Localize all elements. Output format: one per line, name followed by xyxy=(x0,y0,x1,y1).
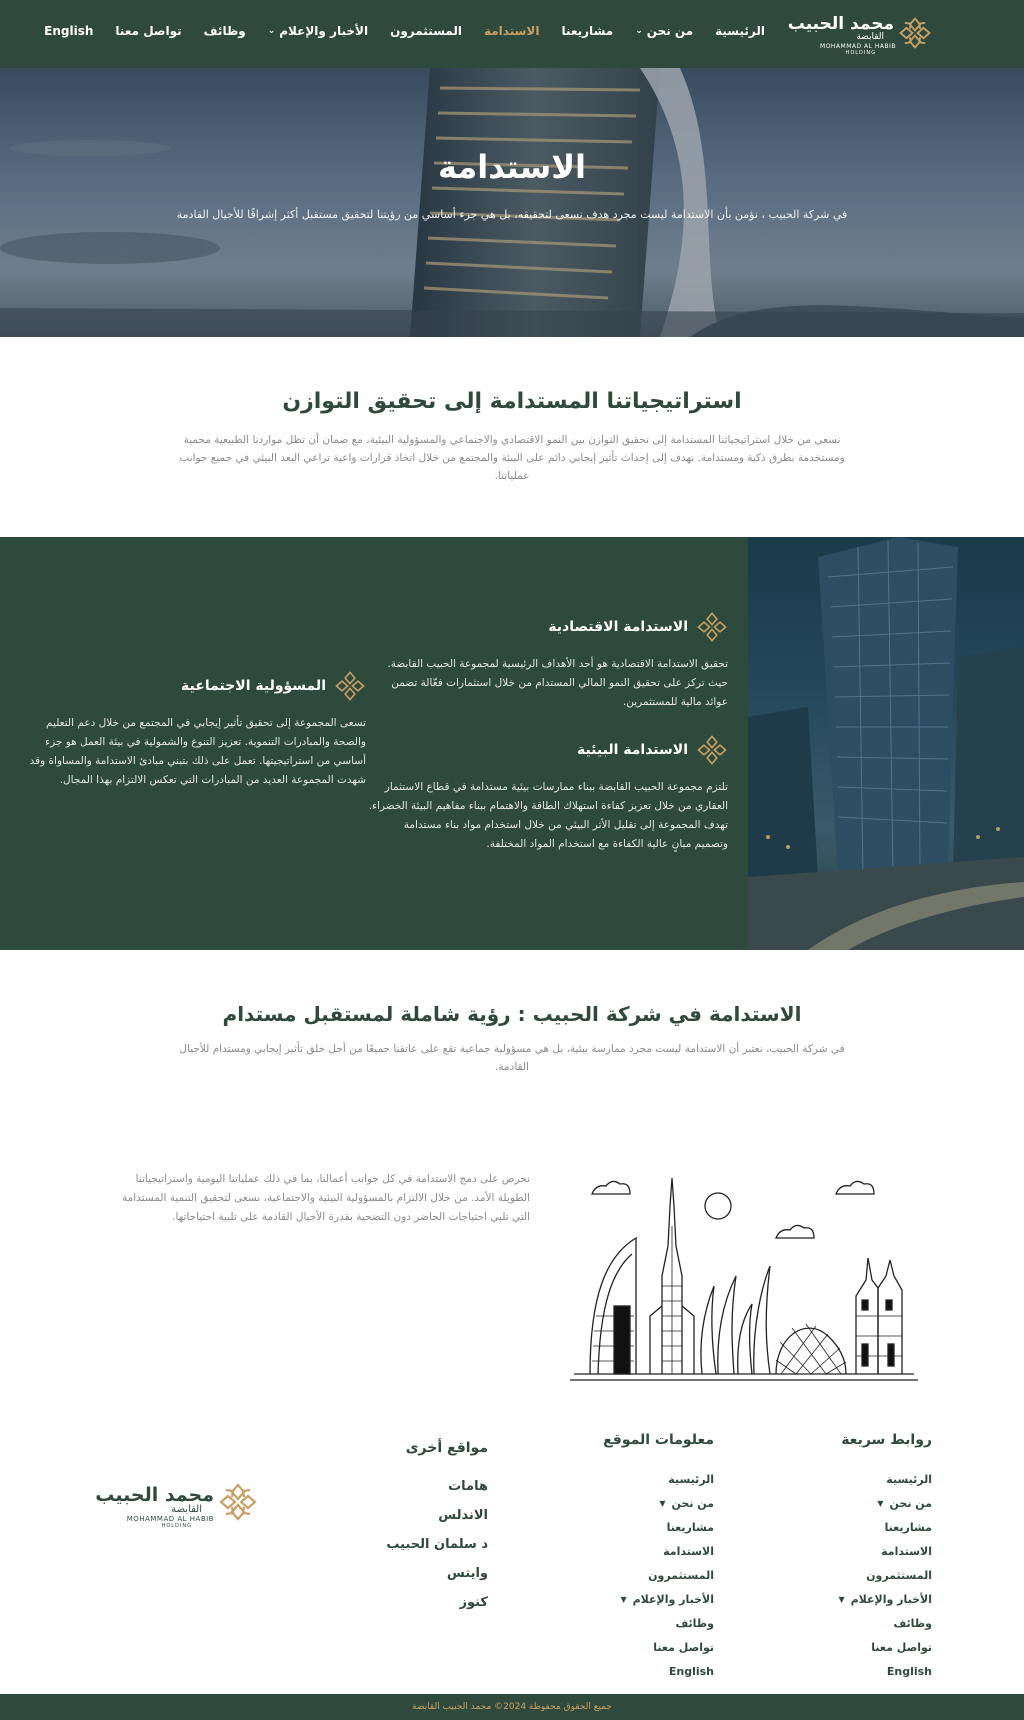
footer-link-label: تواصل معنا xyxy=(653,1641,714,1654)
footer-link[interactable] xyxy=(838,1660,932,1684)
nav-label: الرئيسية xyxy=(715,24,765,38)
pillar-header xyxy=(368,734,728,766)
footer-link[interactable] xyxy=(386,1530,488,1559)
nav-label: الأخبار والإعلام xyxy=(279,24,369,38)
hero-banner xyxy=(0,68,1024,337)
footer-link-label: الاستدامة xyxy=(881,1545,932,1558)
caret-down-icon: ▼ xyxy=(877,1499,884,1508)
footer-column-title: روابط سريعة xyxy=(841,1432,932,1448)
footer-column-title: معلومات الموقع xyxy=(603,1432,714,1448)
pillar-title: الاستدامة الاقتصادية xyxy=(548,619,688,635)
footer-link-label: مشاريعنا xyxy=(666,1521,714,1534)
brand-name-ar: محمد الحبيب xyxy=(787,14,894,34)
caret-down-icon: ▼ xyxy=(659,1499,666,1508)
vision-body: نحرص على دمج الاستدامة في كل جوانب أعمالنا، بما في ذلك عملياتنا اليومية واستراتيجياتنا الطويلة الأمد. من خلال الالتزام بالمسؤولية البيئية والاجتماعية، نسعى لتحقيق التنمية المستدامة التي تلبي احتياجات الحاضر دون التضحية بقدرة الأجيال القادمة على تلبية احتياجاتها. xyxy=(121,1173,530,1223)
footer-link-label: المستثمرون xyxy=(648,1569,714,1582)
brand-sub-en: HOLDING xyxy=(845,50,876,56)
footer-link-list xyxy=(838,1468,932,1684)
pillar-text: تحقيق الاستدامة الاقتصادية هو أحد الأهداف الرئيسية لمجموعة الحبيب القابضة. حيث تركز على تحقيق النمو المالي المستدام من خلال استثمارات فعّالة تضمن عوائد مالية للمستثمرين. xyxy=(387,658,728,708)
brand-star-icon xyxy=(334,670,366,702)
footer-link-label: المستثمرون xyxy=(866,1569,932,1582)
pillars-section xyxy=(0,537,1024,950)
pillar-text: تلتزم مجموعة الحبيب القابضة ببناء ممارسات بيئية مستدامة في قطاع الاستثمار العقاري من خلال تعزيز كفاءة استهلاك الطاقة والاهتمام ببناء مفاهيم البيئة الخضراء. تهدف المجموعة إلى تقليل الأثر البيئي من خلال استخدام مواد بناء مستدامة وتصميم مبانٍ عالية الكفاءة مع استخدام المواد المختلفة. xyxy=(368,781,728,850)
strategy-text: نسعى من خلال استراتيجياتنا المستدامة إلى تحقيق التوازن بين النمو الاقتصادي والاجتماعي والمسؤولية البيئية، مع ضمان أن تظل مواردنا الطبيعية محمية ومستخدمة بطرق ذكية ومستدامة. نهدف إلى إحداث تأثير إيجابي دائم على البيئة والمجتمع من خلال اتخاذ قرارات واعية تراعي البعد البيئي في جميع جوانب عملياتنا. xyxy=(179,434,845,482)
nav-label: مشاريعنا xyxy=(561,24,614,38)
footer-link[interactable] xyxy=(603,1612,714,1636)
footer-link-label: English xyxy=(668,1665,714,1678)
pillar-environmental xyxy=(368,734,728,854)
strategy-title: استراتيجياتنا المستدامة إلى تحقيق التوازن xyxy=(282,389,742,414)
hero-overlay xyxy=(0,68,1024,337)
brand-name-en: MOHAMMAD AL HABIB xyxy=(820,43,896,50)
footer-link-label: English xyxy=(886,1665,932,1678)
footer-link[interactable] xyxy=(838,1564,932,1588)
footer-site-info xyxy=(603,1432,714,1684)
pillar-header xyxy=(26,670,366,702)
nav-label: English xyxy=(44,24,94,38)
footer-link-label: وايتس xyxy=(446,1566,488,1581)
brand-sub-ar: القابضة xyxy=(171,1504,202,1515)
nav-sustainability[interactable] xyxy=(473,24,551,38)
city-skyline-illustration xyxy=(566,1166,922,1388)
footer-link[interactable] xyxy=(603,1516,714,1540)
page-title: الاستدامة xyxy=(438,148,586,186)
footer-link[interactable] xyxy=(838,1636,932,1660)
footer-link-label: الرئيسية xyxy=(886,1473,932,1486)
footer-link-label: من نحن xyxy=(671,1497,714,1510)
nav-contact[interactable] xyxy=(104,24,192,38)
footer-link[interactable] xyxy=(603,1636,714,1660)
footer-link[interactable] xyxy=(603,1468,714,1492)
vision-title: الاستدامة في شركة الحبيب : رؤية شاملة لمستقبل مستدام xyxy=(222,1002,802,1026)
footer-link-list xyxy=(603,1468,714,1684)
nav-jobs[interactable] xyxy=(193,24,257,38)
nav-investors[interactable] xyxy=(379,24,473,38)
footer-link[interactable] xyxy=(838,1516,932,1540)
footer-link-label: تواصل معنا xyxy=(871,1641,932,1654)
pillars-building-image xyxy=(748,537,1024,950)
footer-other-sites xyxy=(386,1440,488,1617)
vision-lead: في شركة الحبيب، نعتبر أن الاستدامة ليست مجرد ممارسة بيئية، بل هي مسؤولية جماعية تقع على عاتقنا جميعًا من أجل خلق تأثير إيجابي ومستدام للأجيال القادمة. xyxy=(179,1043,845,1073)
footer-link-label: وظائف xyxy=(893,1617,932,1630)
brand-sub-ar: القابضة xyxy=(856,32,884,42)
footer-column-title: مواقع أخرى xyxy=(405,1440,488,1456)
footer-link[interactable] xyxy=(603,1540,714,1564)
chevron-down-icon: ⌄ xyxy=(267,26,276,36)
footer-link[interactable] xyxy=(838,1540,932,1564)
footer-link-label: د سلمان الحبيب xyxy=(386,1537,488,1552)
pillar-header xyxy=(368,611,728,643)
footer-link[interactable] xyxy=(603,1588,714,1612)
footer-link[interactable] xyxy=(603,1492,714,1516)
nav-label: وظائف xyxy=(203,24,246,38)
brand-sub-en: HOLDING xyxy=(161,1523,192,1529)
footer-link-label: الأخبار والإعلام xyxy=(850,1593,932,1606)
footer-link-label: مشاريعنا xyxy=(884,1521,932,1534)
main-nav xyxy=(33,24,776,38)
nav-language[interactable] xyxy=(33,24,104,38)
brand-name-ar: محمد الحبيب xyxy=(95,1484,214,1506)
caret-down-icon: ▼ xyxy=(838,1595,845,1604)
brand-name-en: MOHAMMAD AL HABIB xyxy=(126,1515,214,1523)
footer-link-label: الرئيسية xyxy=(668,1473,714,1486)
brand-star-icon xyxy=(696,734,728,766)
copyright-text: جميع الحقوق محفوظة 2024© محمد الحبيب القابضة xyxy=(412,1702,612,1712)
footer-link[interactable] xyxy=(838,1588,932,1612)
pillar-economic xyxy=(368,611,728,712)
brand-logo[interactable] xyxy=(787,12,932,56)
footer-quick-links xyxy=(838,1432,932,1684)
brand-mark-icon xyxy=(218,1482,258,1522)
footer-link[interactable] xyxy=(386,1559,488,1588)
nav-label: من نحن xyxy=(646,24,694,38)
footer-link[interactable] xyxy=(603,1564,714,1588)
hero-text: في شركة الحبيب ، نؤمن بأن الاستدامة ليست مجرد هدف نسعى لتحقيقه، بل هي جزء أساسي من رؤيتنا لتحقيق مستقبل أكثر إشراقًا للأجيال القادمة xyxy=(176,208,848,221)
nav-label: تواصل معنا xyxy=(115,24,182,38)
footer-link[interactable] xyxy=(838,1612,932,1636)
brand-star-icon xyxy=(696,611,728,643)
footer-link-label: من نحن xyxy=(889,1497,932,1510)
pillar-social xyxy=(26,670,366,790)
footer-link[interactable] xyxy=(386,1501,488,1530)
nav-home[interactable] xyxy=(704,24,776,38)
strategy-section xyxy=(0,337,1024,537)
footer-link-list xyxy=(386,1472,488,1617)
footer-link-label: وظائف xyxy=(675,1617,714,1630)
pillar-title: المسؤولية الاجتماعية xyxy=(181,678,326,694)
nav-label: المستثمرون xyxy=(390,24,462,38)
footer-link[interactable] xyxy=(838,1468,932,1492)
nav-label: الاستدامة xyxy=(483,24,540,38)
site-header xyxy=(0,0,1024,68)
brand-mark-icon xyxy=(898,16,932,50)
pillar-title: الاستدامة البيئية xyxy=(576,742,688,758)
footer-link[interactable] xyxy=(838,1492,932,1516)
pillar-text: تسعى المجموعة إلى تحقيق تأثير إيجابي في المجتمع من خلال دعم التعليم والصحة والمبادرات التنموية. تعزيز التنوع والشمولية في بيئة العمل هو جزء أساسي من استراتيجيتها. تعمل على ذلك بتبني مبادئ الاستدامة والمساواة وقد شهدت المجموعة العديد من المبادرات التي تعكس الالتزام بهذا المجال. xyxy=(29,717,366,786)
footer-link-label: الاندلس xyxy=(438,1508,488,1523)
footer-link-label: الأخبار والإعلام xyxy=(632,1593,714,1606)
footer-link-label: كنوز xyxy=(459,1595,488,1610)
footer-link-label: هامات xyxy=(448,1479,488,1494)
footer-logo[interactable] xyxy=(95,1482,258,1530)
chevron-down-icon: ⌄ xyxy=(635,26,643,36)
nav-about[interactable] xyxy=(624,24,704,38)
footer-link-label: الاستدامة xyxy=(663,1545,714,1558)
nav-projects[interactable] xyxy=(550,24,624,38)
footer-link[interactable] xyxy=(386,1472,488,1501)
caret-down-icon: ▼ xyxy=(620,1595,627,1604)
copyright-bar xyxy=(0,1694,1024,1720)
footer-link[interactable] xyxy=(386,1588,488,1617)
footer-link[interactable] xyxy=(603,1660,714,1684)
site-footer xyxy=(0,1420,1024,1694)
nav-news[interactable] xyxy=(257,24,379,38)
